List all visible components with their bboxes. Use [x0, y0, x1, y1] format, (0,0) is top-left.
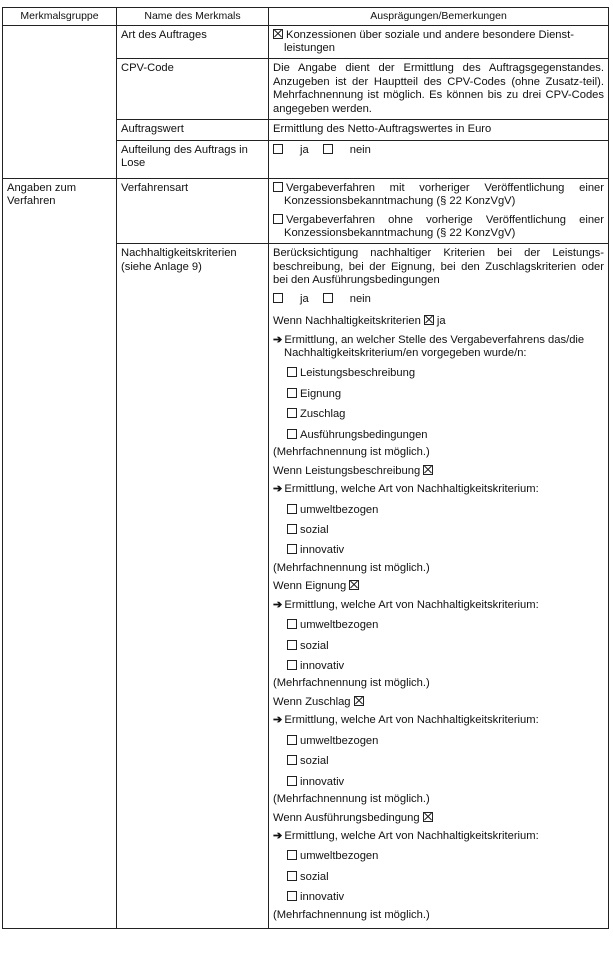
art-text: Konzessionen über soziale und andere besondere Dienst-leistungen — [284, 28, 574, 55]
row-cpv-name: CPV-Code — [117, 59, 269, 120]
row-wert-name: Auftragswert — [117, 120, 269, 140]
art-sozial: sozial — [300, 523, 329, 536]
ermittlung-art: Ermittlung, welche Art von Nachhaltigkeitskriterium: — [284, 483, 539, 496]
nk-ermittlung-stelle: Ermittlung, an welcher Stelle des Vergabeverfahrens das/die Nachhaltigkeitskriterium/en vorgegeben wurde/n: — [284, 333, 585, 360]
art-sozial: sozial — [300, 870, 329, 883]
mehrfach-note: (Mehrfachnennung ist möglich.) — [273, 561, 430, 574]
art-sozial: sozial — [300, 639, 329, 652]
mehrfach-note: (Mehrfachnennung ist möglich.) — [273, 677, 430, 690]
art-innovativ: innovativ — [300, 660, 345, 673]
group-verfahren: Angaben zum Verfahren — [3, 178, 117, 929]
checkbox-icon[interactable] — [287, 660, 297, 670]
row-verfahren-name: Verfahrensart — [117, 178, 269, 244]
stelle-zuschlag: Zuschlag — [300, 408, 346, 421]
arrow-icon: ➔ — [273, 483, 283, 496]
checked-box-icon — [354, 696, 364, 706]
arrow-icon: ➔ — [273, 598, 283, 611]
checkbox-icon[interactable] — [287, 755, 297, 765]
checkbox-icon[interactable] — [287, 367, 297, 377]
header-auspraegungen: Ausprägungen/Bemerkungen — [269, 8, 609, 26]
mehrfach-note: (Mehrfachnennung ist möglich.) — [273, 908, 430, 921]
group-empty — [3, 25, 117, 178]
checkbox-icon[interactable] — [287, 388, 297, 398]
ermittlung-art: Ermittlung, welche Art von Nachhaltigkeitskriterium: — [284, 598, 539, 611]
lose-ja-label: ja — [300, 143, 309, 156]
checkbox-icon[interactable] — [287, 408, 297, 418]
nk-ja-nein — [273, 293, 604, 306]
art-umwelt: umweltbezogen — [300, 734, 379, 747]
checked-box-icon — [349, 580, 359, 590]
criteria-table — [2, 7, 609, 929]
art-innovativ: innovativ — [300, 775, 345, 788]
checkbox-icon[interactable] — [287, 640, 297, 650]
art-innovativ: innovativ — [300, 891, 345, 904]
art-umwelt: umweltbezogen — [300, 503, 379, 516]
row-art — [3, 25, 609, 59]
ermittlung-art: Ermittlung, welche Art von Nachhaltigkeitskriterium: — [284, 829, 539, 842]
stelle-ausfuehrung: Ausführungsbedingungen — [300, 428, 428, 441]
verfahren-opt1: Vergabeverfahren mit vorheriger Veröffentlichung einer Konzessionsbekanntmachung (§ 22 KonzVgV) — [284, 181, 604, 208]
checkbox-icon[interactable] — [273, 182, 283, 192]
mehrfach-note: (Mehrfachnennung ist möglich.) — [273, 446, 430, 459]
row-verfahren-value — [269, 178, 609, 244]
nk-intro: Berücksichtigung nachhaltiger Kriterien bei der Leistungs-beschreibung, bei der Eignung, bei den Zuschlagskriterien oder bei den Ausführungsbedingungen — [273, 247, 604, 287]
row-lose-value — [269, 140, 609, 178]
row-nk-name: Nachhaltigkeitskriterien (siehe Anlage 9) — [117, 244, 269, 929]
lose-nein-label: nein — [349, 143, 371, 156]
checked-box-icon — [423, 465, 433, 475]
row-art-name: Art des Auftrages — [117, 25, 269, 59]
checkbox-icon[interactable] — [287, 504, 297, 514]
section-eignung-label: Wenn Eignung — [273, 580, 347, 593]
checkbox-icon[interactable] — [287, 891, 297, 901]
arrow-icon: ➔ — [273, 333, 283, 346]
checkbox-icon[interactable] — [287, 871, 297, 881]
checkbox-icon[interactable] — [287, 776, 297, 786]
row-art-value — [269, 25, 609, 59]
verfahren-opt2: Vergabeverfahren ohne vorherige Veröffentlichung einer Konzessionsbekanntmachung (§ 22 KonzVgV) — [284, 213, 604, 239]
row-lose-name: Aufteilung des Auftrags in Lose — [117, 140, 269, 178]
header-merkmalsgruppe: Merkmalsgruppe — [3, 8, 117, 26]
ermittlung-art: Ermittlung, welche Art von Nachhaltigkeitskriterium: — [284, 714, 539, 727]
arrow-icon: ➔ — [273, 714, 283, 727]
row-cpv-value: Die Angabe dient der Ermittlung des Auftragsgegenstandes. Anzugeben ist der Hauptteil des CPV-Codes (ohne Zusatz-teil). Mehrfachnennung ist möglich. Es können bis zu drei CPV-Codes angegeben werden. — [269, 59, 609, 120]
checkbox-icon[interactable] — [273, 293, 283, 303]
nk-ja-label: ja — [300, 292, 309, 305]
checked-box-icon — [424, 315, 434, 325]
art-sozial: sozial — [300, 755, 329, 768]
checkbox-icon[interactable] — [287, 524, 297, 534]
row-nk-value — [269, 244, 609, 929]
nk-wenn-ja: ja — [436, 315, 446, 328]
checkbox-icon[interactable] — [323, 144, 333, 154]
row-wert-value: Ermittlung des Netto-Auftragswertes in Euro — [269, 120, 609, 140]
header-name: Name des Merkmals — [117, 8, 269, 26]
row-verfahren — [3, 178, 609, 244]
art-umwelt: umweltbezogen — [300, 850, 379, 863]
checkbox-icon[interactable] — [273, 214, 283, 224]
header-row — [3, 8, 609, 26]
checkbox-icon[interactable] — [287, 544, 297, 554]
checkbox-icon[interactable] — [287, 735, 297, 745]
nk-wenn-label: Wenn Nachhaltigkeitskriterien — [273, 315, 421, 328]
section-leistung-label: Wenn Leistungsbeschreibung — [273, 464, 421, 477]
stelle-leistung: Leistungsbeschreibung — [300, 367, 416, 380]
checkbox-icon[interactable] — [287, 429, 297, 439]
checkbox-icon[interactable] — [287, 619, 297, 629]
checkbox-icon[interactable] — [287, 850, 297, 860]
checkbox-icon[interactable] — [273, 144, 283, 154]
art-umwelt: umweltbezogen — [300, 619, 379, 632]
nk-nein-label: nein — [349, 292, 371, 305]
checked-box-icon — [423, 812, 433, 822]
mehrfach-note: (Mehrfachnennung ist möglich.) — [273, 793, 430, 806]
section-ausfuehrung-label: Wenn Ausführungsbedingung — [273, 811, 420, 824]
stelle-eignung: Eignung — [300, 387, 342, 400]
arrow-icon: ➔ — [273, 829, 283, 842]
art-innovativ: innovativ — [300, 544, 345, 557]
checked-box-icon[interactable] — [273, 29, 283, 39]
checkbox-icon[interactable] — [323, 293, 333, 303]
section-zuschlag-label: Wenn Zuschlag — [273, 695, 351, 708]
